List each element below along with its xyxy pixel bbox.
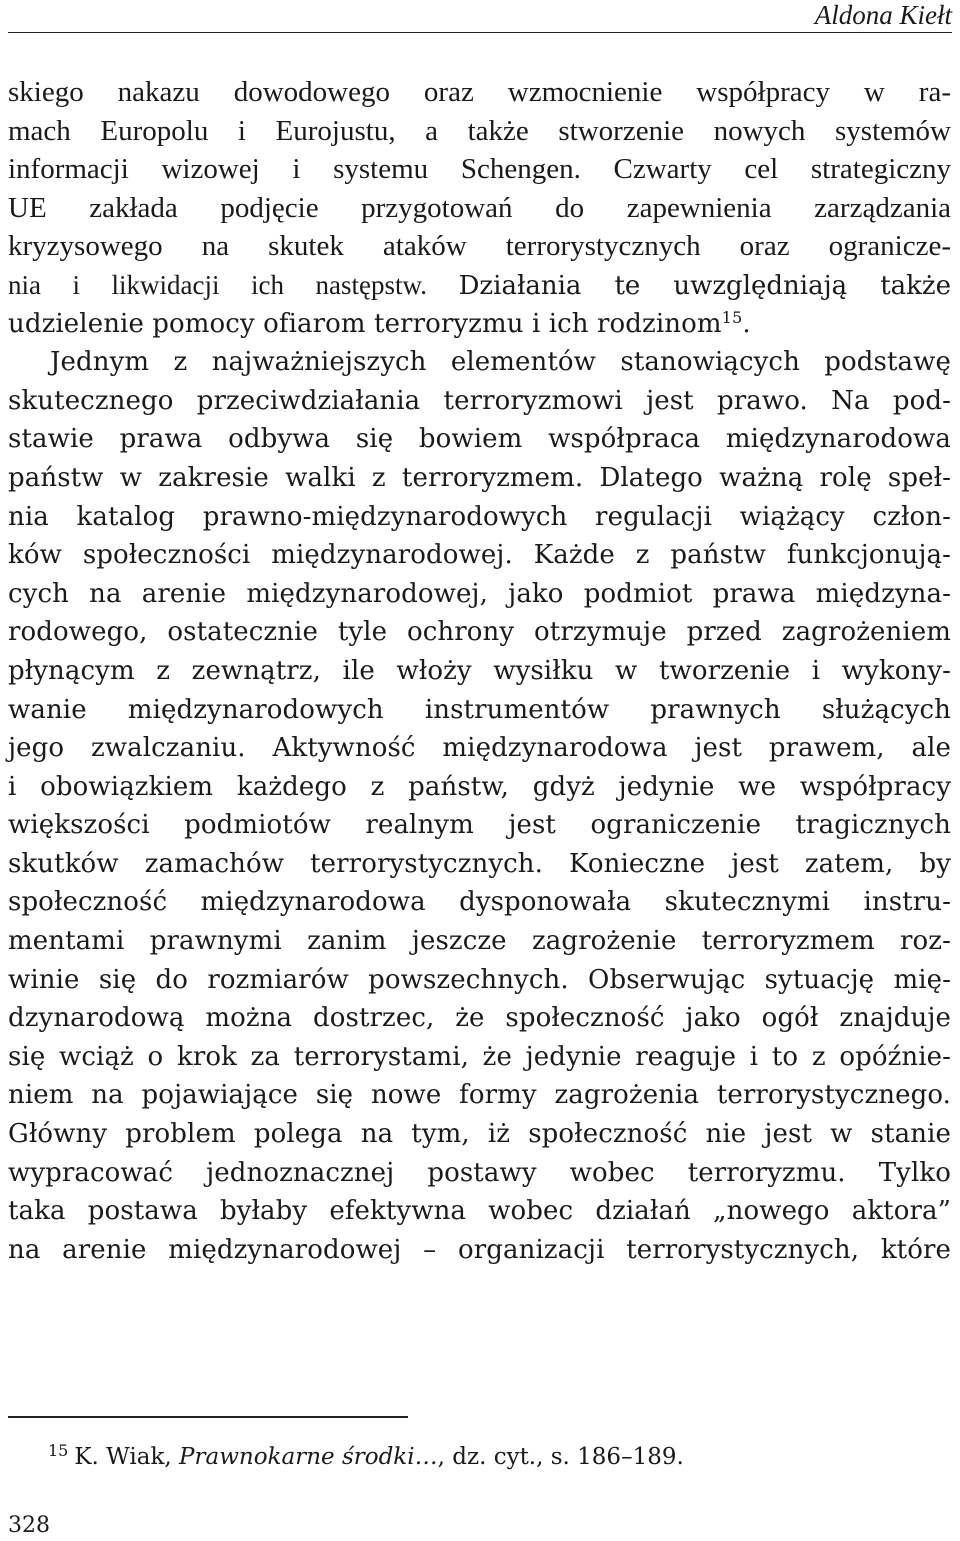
text-line: rodowego, ostatecznie tyle ochrony otrzymuje przed zagrożeniem xyxy=(8,617,951,648)
paragraph-continued xyxy=(8,73,951,305)
text-line: nia katalog prawno-międzynarodowych regulacji wiążący człon- xyxy=(8,501,951,532)
footnote-author: K. Wiak, xyxy=(74,1444,172,1470)
text-segment: udzielenie pomocy ofiarom terroryzmu i ich rodzinom xyxy=(8,308,722,339)
text-segment: nia i likwidacji ich następstw. xyxy=(8,269,428,300)
text-line: winie się do rozmiarów powszechnych. Obserwując sytuację mię- xyxy=(8,964,951,995)
text-line: dzynarodową można dostrzec, że społeczność jako ogół znajduje xyxy=(8,1003,951,1034)
text-line: Jednym z najważniejszych elementów stanowiących podstawę xyxy=(50,347,951,378)
text-line-with-footnote-ref xyxy=(8,305,951,344)
text-line: skiego nakazu dowodowego oraz wzmocnienie współpracy w ra- xyxy=(8,76,951,108)
text-line: państw w zakresie walki z terroryzmem. Dlatego ważną rolę speł- xyxy=(8,462,951,493)
text-line: skutków zamachów terrorystycznych. Konieczne jest zatem, by xyxy=(8,848,951,879)
text-line: ków społeczności międzynarodowej. Każde z państw funkcjonują- xyxy=(8,540,951,571)
text-line-mixed xyxy=(8,266,951,305)
text-segment: Działania te uwzględniają także xyxy=(458,270,951,301)
text-line: społeczność międzynarodowa dysponowała skutecznymi instru- xyxy=(8,887,951,918)
text-line: mentami prawnymi zanim jeszcze zagrożenie terroryzmem roz- xyxy=(8,926,951,957)
footnote-citation: , dz. cyt., s. 186–189. xyxy=(437,1444,684,1470)
text-line: UE zakłada podjęcie przygotowań do zapewnienia zarządzania xyxy=(8,191,951,224)
text-line: jego zwalczaniu. Aktywność międzynarodowa jest prawem, ale xyxy=(8,733,951,764)
footnote-reference: 15 xyxy=(721,307,743,327)
text-line: informacji wizowej i systemu Schengen. Czwarty cel strategiczny xyxy=(8,153,951,186)
footnote-title: Prawnokarne środki… xyxy=(179,1444,438,1470)
footnote-rule xyxy=(8,1416,408,1418)
text-line: niem na pojawiające się nowe formy zagrożenia terrorystycznego. xyxy=(8,1080,951,1111)
running-head-author: Aldona Kiełt xyxy=(814,0,952,30)
footnote-number: 15 xyxy=(48,1441,69,1460)
text-line: wanie międzynarodowych instrumentów prawnych służących xyxy=(8,694,951,725)
text-line: taka postawa byłaby efektywna wobec działań „nowego aktora” xyxy=(8,1196,951,1227)
footnote xyxy=(48,1436,684,1472)
text-line: stawie prawa odbywa się bowiem współpraca międzynarodowa xyxy=(8,424,951,455)
text-line: skutecznego przeciwdziałania terroryzmowi jest prawo. Na pod- xyxy=(8,385,951,416)
text-line: Główny problem polega na tym, iż społeczność nie jest w stanie xyxy=(8,1119,951,1150)
text-segment: . xyxy=(742,308,751,339)
text-line: się wciąż o krok za terrorystami, że jedynie reaguje i to z opóźnie- xyxy=(8,1041,951,1072)
header-rule xyxy=(8,32,952,33)
text-line: mach Europolu i Eurojustu, a także stworzenie nowych systemów xyxy=(8,114,951,147)
body-text xyxy=(8,73,951,1269)
text-line: wypracować jednoznacznej postawy wobec terroryzmu. Tylko xyxy=(8,1157,951,1188)
page-number: 328 xyxy=(8,1513,50,1538)
text-line: cych na arenie międzynarodowej, jako podmiot prawa międzyna- xyxy=(8,578,951,609)
text-line: i obowiązkiem każdego z państw, gdyż jedynie we współpracy xyxy=(8,771,951,802)
text-line: na arenie międzynarodowej – organizacji terrorystycznych, które xyxy=(8,1234,951,1265)
text-line: płynącym z zewnątrz, ile włoży wysiłku w tworzenie i wykony- xyxy=(8,655,951,686)
text-line: większości podmiotów realnym jest ograniczenie tragicznych xyxy=(8,810,951,841)
paragraph-main xyxy=(8,305,951,1270)
text-line: kryzysowego na skutek ataków terrorystycznych oraz ogranicze- xyxy=(8,230,951,263)
